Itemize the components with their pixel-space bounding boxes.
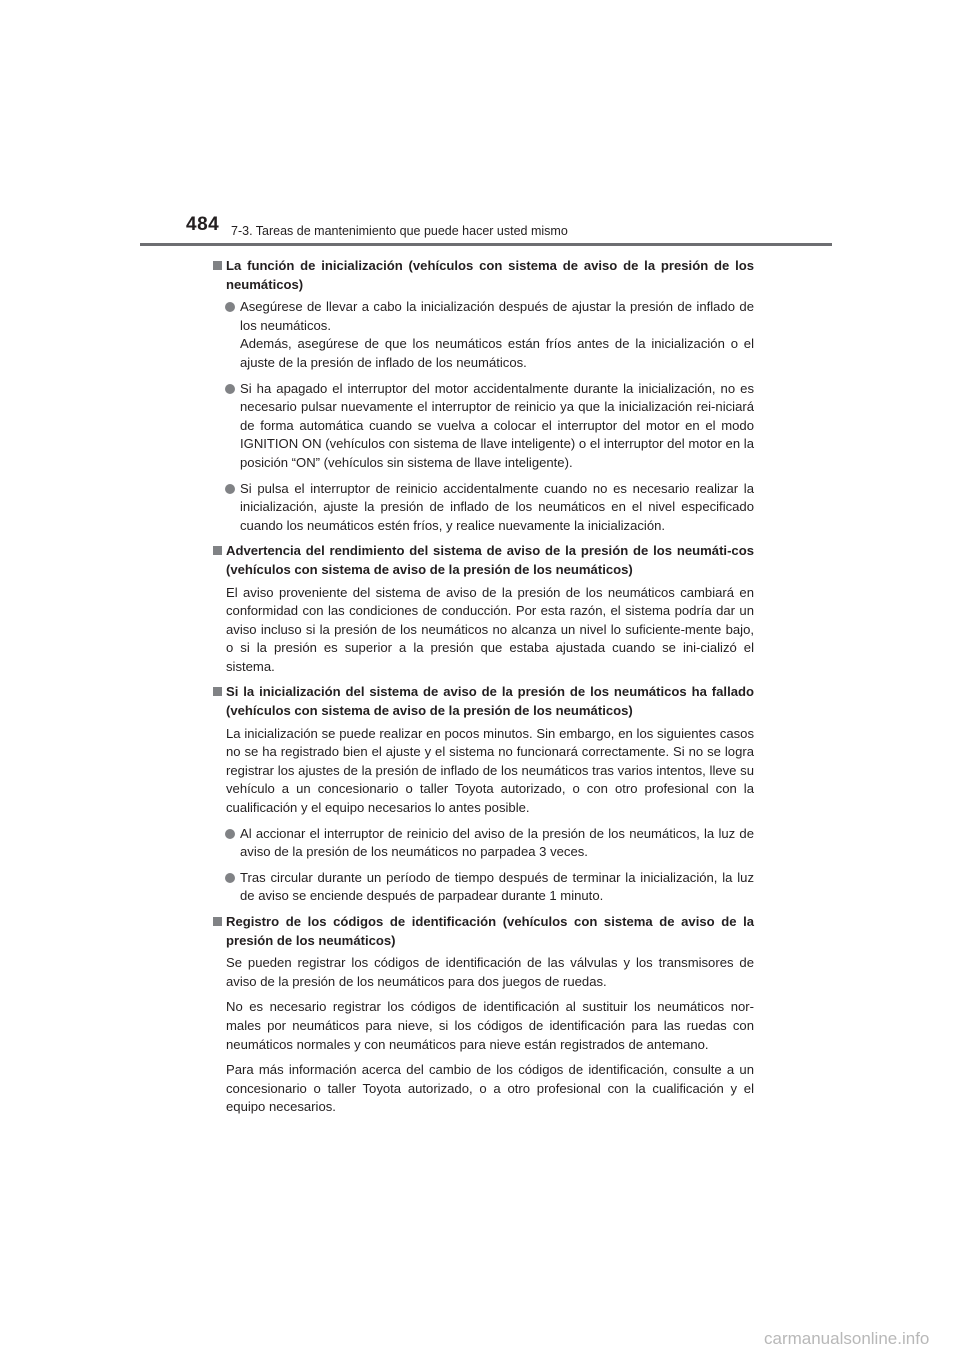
list-item — [212, 480, 754, 536]
section-heading — [212, 542, 754, 579]
section-heading-text: Si la inicialización del sistema de aviso de la presión de los neumáticos ha fallado (vehículos con sistema de aviso de la presión de los neumáticos) — [226, 684, 754, 719]
list-item-text: Si pulsa el interruptor de reinicio accidentalmente cuando no es necesario realizar la inicialización, ajuste la presión de inflado de los neumáticos en el nivel especificado cuando los neumáticos estén fríos, y realice nuevamente la inicialización. — [240, 480, 754, 533]
circle-bullet-icon — [225, 484, 235, 494]
header-divider — [140, 243, 832, 246]
list-item-text: Asegúrese de llevar a cabo la inicialización después de ajustar la presión de inflado de los neumáticos. — [240, 299, 754, 333]
section-id-code-registration — [212, 913, 754, 1117]
svg-text:carmanualsonline.info: carmanualsonline.info — [764, 1329, 930, 1348]
watermark-logo — [764, 1326, 954, 1350]
circle-bullet-icon — [225, 829, 235, 839]
list-item-text: Si ha apagado el interruptor del motor accidentalmente durante la inicialización, no es necesario pulsar nuevamente el interruptor de reinicio ya que la inicialización rei-niciará de forma automática cuando se vuelva a colocar el interruptor del motor en el modo IGNITION ON (vehículos con sistema de llave inteligente) o el interruptor del motor en la posición “ON” (vehículos sin sistema de llave inteligente). — [240, 380, 754, 470]
square-bullet-icon — [213, 917, 222, 926]
paragraph: Para más información acerca del cambio de los códigos de identificación, consulte a un concesionario o taller Toyota autorizado, o a otro profesional con la cualificación y el equipo necesarios. — [226, 1062, 754, 1115]
square-bullet-icon — [213, 687, 222, 696]
section-initialization-failed — [212, 683, 754, 906]
section-heading — [212, 913, 754, 950]
list-item-text: Tras circular durante un período de tiempo después de terminar la inicialización, la luz de aviso se enciende después de parpadear durante 1 minuto. — [240, 869, 754, 904]
list-item — [212, 825, 754, 862]
section-performance-warning — [212, 542, 754, 676]
paragraph: Se pueden registrar los códigos de identificación de las válvulas y los transmisores de aviso de la presión de los neumáticos para dos juegos de ruedas. — [226, 955, 754, 989]
list-item — [212, 298, 754, 372]
section-heading-text: La función de inicialización (vehículos con sistema de aviso de la presión de los neumáticos) — [226, 258, 754, 292]
section-initialization-function — [212, 257, 754, 535]
paragraph: No es necesario registrar los códigos de identificación al sustituir los neumáticos nor-males por neumáticos para nieve, si los códigos de identificación para las ruedas con neumáticos normales y con neumáticos para nieve están registrados de antemano. — [226, 999, 754, 1052]
document-body — [212, 257, 754, 1124]
circle-bullet-icon — [225, 302, 235, 312]
circle-bullet-icon — [225, 873, 235, 883]
square-bullet-icon — [213, 261, 222, 270]
circle-bullet-icon — [225, 384, 235, 394]
section-heading-text: Advertencia del rendimiento del sistema de aviso de la presión de los neumáti-cos (vehículos con sistema de aviso de la presión de los neumáticos) — [226, 543, 754, 577]
section-heading — [212, 683, 754, 720]
section-heading-text: Registro de los códigos de identificación (vehículos con sistema de aviso de la presión de los neumáticos) — [226, 914, 754, 948]
square-bullet-icon — [213, 546, 222, 555]
list-item-text: Además, asegúrese de que los neumáticos están fríos antes de la inicialización o el ajuste de la presión de inflado de los neumáticos. — [240, 336, 754, 370]
paragraph: La inicialización se puede realizar en pocos minutos. Sin embargo, en los siguientes casos no se ha registrado bien el ajuste y el sistema no funcionará correctamente. Si no se logra registrar los ajustes de la presión de inflado de los neumáticos tras varios intentos, lleve su vehículo a un concesionario o taller Toyota autorizado, o con otro profesional con la cualificación y el equipo necesarios lo antes posible. — [226, 725, 754, 816]
list-item — [212, 380, 754, 473]
list-item-text: Al accionar el interruptor de reinicio del aviso de la presión de los neumáticos, la luz de aviso de la presión de los neumáticos no parpadea 3 veces. — [240, 825, 754, 860]
page-number: 484 — [186, 214, 220, 235]
section-heading — [212, 257, 754, 294]
section-title: 7-3. Tareas de mantenimiento que puede hacer usted mismo — [231, 224, 568, 238]
paragraph: El aviso proveniente del sistema de aviso de la presión de los neumáticos cambiará en conformidad con las condiciones de conducción. Por esta razón, el sistema podría dar un aviso incluso si la presión de los neumáticos no alcanza un nivel lo suficiente-mente bajo, o si la presión es superior a la presión que estaba ajustada cuando se ini-cializó el sistema. — [226, 584, 754, 674]
list-item — [212, 869, 754, 906]
